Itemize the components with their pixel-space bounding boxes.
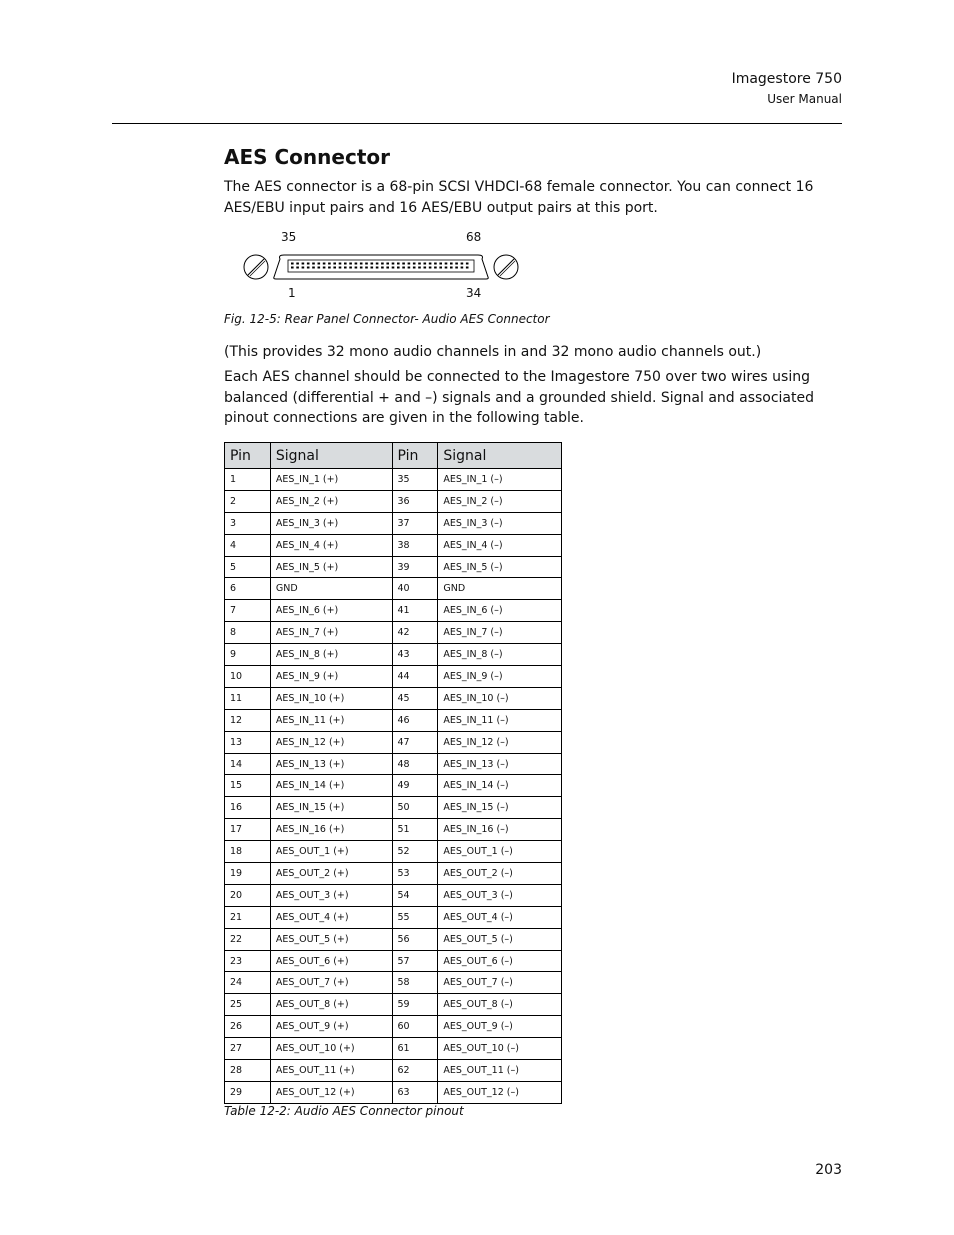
connector-label-bottom-right: 34 <box>466 286 482 300</box>
pin-cell: 20 <box>225 884 271 906</box>
connector-pin <box>360 263 363 265</box>
table-row <box>225 556 562 578</box>
pin-cell: 21 <box>225 906 271 928</box>
signal-cell: AES_IN_1 (–) <box>438 469 562 491</box>
pin-cell: 39 <box>392 556 438 578</box>
signal-cell: AES_OUT_8 (+) <box>270 994 392 1016</box>
connector-pin <box>333 267 336 269</box>
pin-cell: 42 <box>392 622 438 644</box>
pin-cell: 11 <box>225 687 271 709</box>
pin-cell: 9 <box>225 644 271 666</box>
signal-cell: AES_OUT_1 (–) <box>438 841 562 863</box>
connector-pin <box>349 263 352 265</box>
connector-pin <box>408 263 411 265</box>
connector-pin <box>376 267 379 269</box>
pin-cell: 5 <box>225 556 271 578</box>
table-row <box>225 863 562 885</box>
connector-pin <box>424 263 427 265</box>
pin-cell: 8 <box>225 622 271 644</box>
signal-cell: AES_OUT_12 (+) <box>270 1081 392 1103</box>
pin-cell: 61 <box>392 1038 438 1060</box>
signal-cell: AES_IN_13 (+) <box>270 753 392 775</box>
table-row <box>225 950 562 972</box>
pin-cell: 46 <box>392 709 438 731</box>
connector-pin <box>434 267 437 269</box>
figure-caption: Fig. 12-5: Rear Panel Connector- Audio AES Connector <box>224 312 550 326</box>
connector-pin <box>455 263 458 265</box>
document-title: Imagestore 750 <box>731 71 842 87</box>
connector-pin <box>333 263 336 265</box>
pin-cell: 63 <box>392 1081 438 1103</box>
pin-cell: 45 <box>392 687 438 709</box>
signal-cell: AES_OUT_7 (+) <box>270 972 392 994</box>
signal-cell: AES_OUT_2 (–) <box>438 863 562 885</box>
pin-cell: 62 <box>392 1060 438 1082</box>
signal-cell: AES_IN_8 (+) <box>270 644 392 666</box>
signal-cell: AES_OUT_4 (+) <box>270 906 392 928</box>
signal-cell: AES_IN_8 (–) <box>438 644 562 666</box>
pin-cell: 27 <box>225 1038 271 1060</box>
connector-pin <box>429 267 432 269</box>
signal-cell: AES_IN_5 (–) <box>438 556 562 578</box>
pin-cell: 37 <box>392 512 438 534</box>
connector-pin <box>318 267 321 269</box>
wiring-paragraph: Each AES channel should be connected to the Imagestore 750 over two wires using balanced (differential + and –) signals and a grounded shield. Signal and associated pinout connections are given in the following table. <box>224 369 815 426</box>
pin-cell: 14 <box>225 753 271 775</box>
connector-pin <box>318 263 321 265</box>
table-row <box>225 469 562 491</box>
connector-pin <box>418 263 421 265</box>
table-row <box>225 622 562 644</box>
table-caption: Table 12-2: Audio AES Connector pinout <box>224 1104 464 1118</box>
signal-cell: AES_IN_2 (+) <box>270 490 392 512</box>
pin-cell: 40 <box>392 578 438 600</box>
signal-cell: AES_OUT_9 (+) <box>270 1016 392 1038</box>
connector-pin <box>445 263 448 265</box>
signal-cell: AES_IN_13 (–) <box>438 753 562 775</box>
connector-pin <box>365 267 368 269</box>
connector-pin <box>386 267 389 269</box>
connector-pin <box>302 263 305 265</box>
connector-pin <box>296 267 299 269</box>
screw-left-icon <box>244 255 268 279</box>
connector-pin <box>349 267 352 269</box>
signal-cell: AES_OUT_2 (+) <box>270 863 392 885</box>
table-row <box>225 709 562 731</box>
signal-cell: AES_IN_11 (–) <box>438 709 562 731</box>
signal-cell: AES_IN_12 (+) <box>270 731 392 753</box>
pin-cell: 16 <box>225 797 271 819</box>
pin-cell: 49 <box>392 775 438 797</box>
pin-cell: 25 <box>225 994 271 1016</box>
connector-pin <box>302 267 305 269</box>
connector-pin <box>307 267 310 269</box>
signal-cell: AES_IN_3 (–) <box>438 512 562 534</box>
signal-cell: AES_OUT_11 (+) <box>270 1060 392 1082</box>
table-row <box>225 666 562 688</box>
signal-cell: AES_IN_1 (+) <box>270 469 392 491</box>
signal-cell: AES_IN_10 (–) <box>438 687 562 709</box>
pin-cell: 36 <box>392 490 438 512</box>
connector-pin <box>466 263 469 265</box>
pin-cell: 2 <box>225 490 271 512</box>
table-row <box>225 512 562 534</box>
pin-cell: 6 <box>225 578 271 600</box>
table-row <box>225 884 562 906</box>
table-row <box>225 819 562 841</box>
signal-cell: AES_IN_10 (+) <box>270 687 392 709</box>
signal-cell: AES_OUT_5 (+) <box>270 928 392 950</box>
table-row <box>225 972 562 994</box>
pin-cell: 22 <box>225 928 271 950</box>
connector-label-bottom-left: 1 <box>288 286 296 300</box>
signal-cell: AES_IN_6 (+) <box>270 600 392 622</box>
signal-cell: AES_IN_11 (+) <box>270 709 392 731</box>
signal-cell: AES_OUT_3 (–) <box>438 884 562 906</box>
pin-cell: 29 <box>225 1081 271 1103</box>
signal-cell: AES_IN_15 (+) <box>270 797 392 819</box>
signal-cell: AES_OUT_10 (+) <box>270 1038 392 1060</box>
connector-pin <box>344 263 347 265</box>
signal-cell: AES_IN_7 (–) <box>438 622 562 644</box>
pin-cell: 28 <box>225 1060 271 1082</box>
connector-pin <box>450 263 453 265</box>
connector-pin <box>402 263 405 265</box>
table-row <box>225 1016 562 1038</box>
pin-cell: 48 <box>392 753 438 775</box>
connector-pin <box>424 267 427 269</box>
pin-cell: 50 <box>392 797 438 819</box>
header-divider <box>112 123 842 124</box>
pin-cell: 38 <box>392 534 438 556</box>
signal-cell: AES_IN_2 (–) <box>438 490 562 512</box>
connector-pin <box>402 267 405 269</box>
connector-pin <box>312 263 315 265</box>
signal-cell: AES_OUT_3 (+) <box>270 884 392 906</box>
table-row <box>225 797 562 819</box>
connector-pin <box>461 267 464 269</box>
header-pin: Pin <box>392 443 438 469</box>
connector-pin <box>392 267 395 269</box>
page-number: 203 <box>815 1162 842 1178</box>
connector-pin <box>450 267 453 269</box>
connector-pin <box>328 267 331 269</box>
pin-cell: 19 <box>225 863 271 885</box>
header-signal: Signal <box>438 443 562 469</box>
connector-pin <box>381 263 384 265</box>
signal-cell: AES_OUT_12 (–) <box>438 1081 562 1103</box>
table-row <box>225 841 562 863</box>
pin-cell: 55 <box>392 906 438 928</box>
signal-cell: AES_OUT_9 (–) <box>438 1016 562 1038</box>
connector-pin <box>360 267 363 269</box>
pin-cell: 52 <box>392 841 438 863</box>
table-row <box>225 928 562 950</box>
pin-cell: 41 <box>392 600 438 622</box>
pin-cell: 15 <box>225 775 271 797</box>
connector-pin <box>312 267 315 269</box>
connector-pin <box>445 267 448 269</box>
pin-cell: 12 <box>225 709 271 731</box>
signal-cell: AES_OUT_11 (–) <box>438 1060 562 1082</box>
pin-cell: 53 <box>392 863 438 885</box>
signal-cell: AES_IN_5 (+) <box>270 556 392 578</box>
signal-cell: AES_OUT_4 (–) <box>438 906 562 928</box>
document-subtitle: User Manual <box>767 92 842 106</box>
signal-cell: GND <box>438 578 562 600</box>
signal-cell: GND <box>270 578 392 600</box>
header-pin: Pin <box>225 443 271 469</box>
connector-pin <box>413 263 416 265</box>
connector-pin <box>344 267 347 269</box>
signal-cell: AES_OUT_10 (–) <box>438 1038 562 1060</box>
table-row <box>225 600 562 622</box>
connector-pin <box>339 263 342 265</box>
channels-note: (This provides 32 mono audio channels in and 32 mono audio channels out.) <box>224 344 762 360</box>
table-row <box>225 906 562 928</box>
connector-pin <box>439 267 442 269</box>
signal-cell: AES_OUT_7 (–) <box>438 972 562 994</box>
connector-pin <box>455 267 458 269</box>
signal-cell: AES_IN_4 (+) <box>270 534 392 556</box>
connector-pin <box>323 267 326 269</box>
connector-pin <box>429 263 432 265</box>
screw-right-icon <box>494 255 518 279</box>
table-row <box>225 490 562 512</box>
table-row <box>225 1038 562 1060</box>
signal-cell: AES_OUT_6 (–) <box>438 950 562 972</box>
connector-pin <box>328 263 331 265</box>
signal-cell: AES_IN_4 (–) <box>438 534 562 556</box>
table-row <box>225 753 562 775</box>
signal-cell: AES_OUT_8 (–) <box>438 994 562 1016</box>
signal-cell: AES_IN_12 (–) <box>438 731 562 753</box>
pin-cell: 43 <box>392 644 438 666</box>
signal-cell: AES_IN_6 (–) <box>438 600 562 622</box>
connector-pin <box>439 263 442 265</box>
signal-cell: AES_IN_16 (+) <box>270 819 392 841</box>
connector-pin <box>307 263 310 265</box>
pin-cell: 44 <box>392 666 438 688</box>
pin-cell: 10 <box>225 666 271 688</box>
pin-cell: 59 <box>392 994 438 1016</box>
signal-cell: AES_IN_16 (–) <box>438 819 562 841</box>
pin-cell: 56 <box>392 928 438 950</box>
pin-cell: 60 <box>392 1016 438 1038</box>
signal-cell: AES_OUT_1 (+) <box>270 841 392 863</box>
table-row <box>225 731 562 753</box>
connector-pin <box>339 267 342 269</box>
pin-cell: 57 <box>392 950 438 972</box>
connector-pin <box>434 263 437 265</box>
connector-pin <box>371 267 374 269</box>
pin-cell: 1 <box>225 469 271 491</box>
signal-cell: AES_OUT_5 (–) <box>438 928 562 950</box>
connector-pin <box>376 263 379 265</box>
pin-cell: 7 <box>225 600 271 622</box>
table-row <box>225 687 562 709</box>
pin-cell: 4 <box>225 534 271 556</box>
connector-pin <box>296 263 299 265</box>
connector-pin <box>291 263 294 265</box>
signal-cell: AES_IN_7 (+) <box>270 622 392 644</box>
connector-pin <box>323 263 326 265</box>
connector-pin <box>461 263 464 265</box>
connector-pin <box>413 267 416 269</box>
pin-cell: 58 <box>392 972 438 994</box>
connector-pin <box>381 267 384 269</box>
table-row <box>225 534 562 556</box>
connector-pin <box>365 263 368 265</box>
pin-cell: 54 <box>392 884 438 906</box>
pinout-table <box>224 442 562 1104</box>
signal-cell: AES_IN_9 (–) <box>438 666 562 688</box>
connector-pin <box>466 267 469 269</box>
pin-cell: 18 <box>225 841 271 863</box>
signal-cell: AES_IN_14 (+) <box>270 775 392 797</box>
table-header-row <box>225 443 562 469</box>
table-row <box>225 1060 562 1082</box>
pin-cell: 13 <box>225 731 271 753</box>
connector-pin <box>418 267 421 269</box>
pin-cell: 23 <box>225 950 271 972</box>
table-row <box>225 775 562 797</box>
connector-label-top-right: 68 <box>466 230 482 244</box>
table-row <box>225 1081 562 1103</box>
connector-pin <box>355 263 358 265</box>
connector-diagram <box>240 251 522 283</box>
table-row <box>225 578 562 600</box>
signal-cell: AES_OUT_6 (+) <box>270 950 392 972</box>
pin-cell: 35 <box>392 469 438 491</box>
connector-pin <box>408 267 411 269</box>
connector-pin <box>371 263 374 265</box>
connector-pin <box>392 263 395 265</box>
table-row <box>225 994 562 1016</box>
signal-cell: AES_IN_9 (+) <box>270 666 392 688</box>
connector-pin <box>397 263 400 265</box>
connector-pin <box>397 267 400 269</box>
pin-cell: 3 <box>225 512 271 534</box>
connector-pin <box>291 267 294 269</box>
section-title: AES Connector <box>224 145 390 169</box>
pin-cell: 47 <box>392 731 438 753</box>
pin-cell: 51 <box>392 819 438 841</box>
signal-cell: AES_IN_15 (–) <box>438 797 562 819</box>
signal-cell: AES_IN_14 (–) <box>438 775 562 797</box>
signal-cell: AES_IN_3 (+) <box>270 512 392 534</box>
connector-pin <box>386 263 389 265</box>
pin-cell: 24 <box>225 972 271 994</box>
pin-cell: 17 <box>225 819 271 841</box>
connector-pin <box>355 267 358 269</box>
header-signal: Signal <box>270 443 392 469</box>
table-row <box>225 644 562 666</box>
connector-label-top-left: 35 <box>281 230 297 244</box>
pin-cell: 26 <box>225 1016 271 1038</box>
intro-paragraph: The AES connector is a 68-pin SCSI VHDCI-68 female connector. You can connect 16 AES/EBU input pairs and 16 AES/EBU output pairs at this port. <box>224 179 814 216</box>
